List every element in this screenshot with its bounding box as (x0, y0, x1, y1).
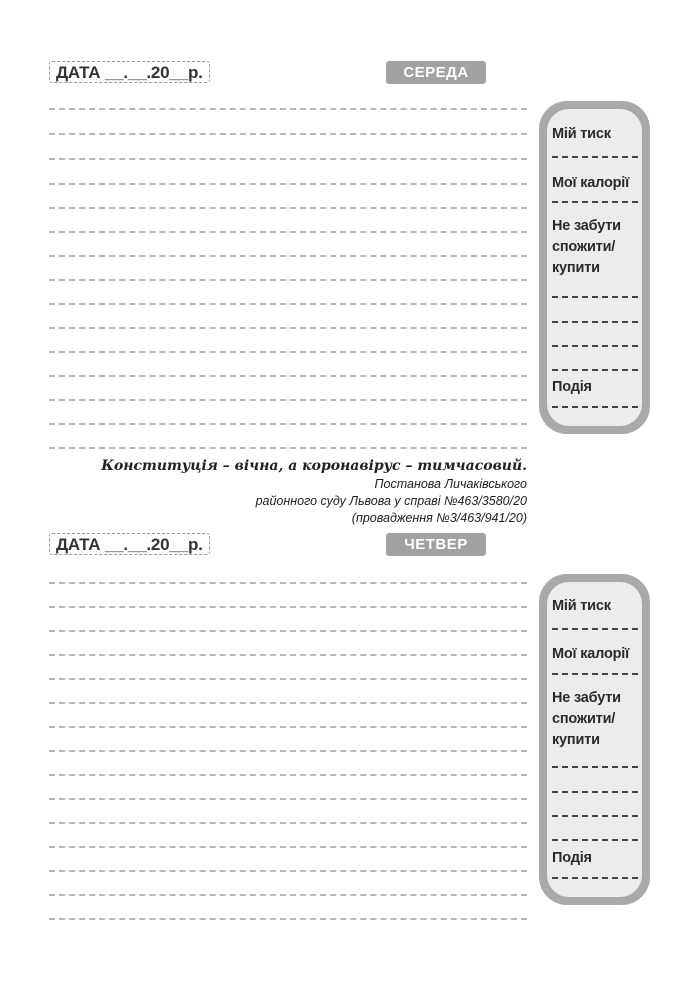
event-label: Подія (552, 379, 592, 395)
note-line[interactable] (49, 447, 527, 449)
quote-source-line: (провадження №3/463/941/20) (351, 511, 527, 525)
note-line[interactable] (49, 894, 527, 896)
note-line[interactable] (49, 726, 527, 728)
note-line[interactable] (49, 255, 527, 257)
note-line[interactable] (49, 702, 527, 704)
remember-label-2: спожити/ (552, 711, 616, 727)
note-line[interactable] (49, 108, 527, 110)
remember-field[interactable] (552, 369, 638, 371)
tracker-panel-day2 (539, 574, 650, 905)
note-line[interactable] (49, 231, 527, 233)
pressure-field[interactable] (552, 156, 638, 158)
day-badge-thursday: ЧЕТВЕР (386, 533, 486, 556)
event-field[interactable] (552, 406, 638, 408)
remember-field[interactable] (552, 321, 638, 323)
note-line[interactable] (49, 158, 527, 160)
tracker-panel-inner (547, 582, 642, 897)
tracker-panel-day1 (539, 101, 650, 434)
note-line[interactable] (49, 303, 527, 305)
note-line[interactable] (49, 774, 527, 776)
calories-field[interactable] (552, 673, 638, 675)
remember-label-1: Не забути (552, 218, 621, 234)
pressure-label: Мій тиск (552, 598, 611, 614)
note-line[interactable] (49, 279, 527, 281)
event-label: Подія (552, 850, 592, 866)
note-line[interactable] (49, 327, 527, 329)
quote-block (101, 456, 527, 527)
note-line[interactable] (49, 822, 527, 824)
quote-text: Конституція – вічна, а коронавірус – тимчасовий. (101, 458, 527, 474)
calories-label: Мої калорії (552, 646, 630, 662)
note-line[interactable] (49, 399, 527, 401)
note-line[interactable] (49, 678, 527, 680)
note-line[interactable] (49, 870, 527, 872)
remember-label-2: спожити/ (552, 239, 616, 255)
pressure-label: Мій тиск (552, 126, 611, 142)
note-line[interactable] (49, 133, 527, 135)
remember-field[interactable] (552, 839, 638, 841)
quote-source-line: районного суду Львова у справі №463/3580/20 (255, 494, 527, 508)
calories-field[interactable] (552, 201, 638, 203)
note-line[interactable] (49, 582, 527, 584)
remember-field[interactable] (552, 815, 638, 817)
remember-field[interactable] (552, 766, 638, 768)
note-line[interactable] (49, 375, 527, 377)
note-line[interactable] (49, 654, 527, 656)
note-line[interactable] (49, 183, 527, 185)
note-line[interactable] (49, 798, 527, 800)
tracker-panel-inner (547, 109, 642, 426)
note-line[interactable] (49, 846, 527, 848)
calories-label: Мої калорії (552, 175, 630, 191)
date-field-day1[interactable]: ДАТА __.__.20__р. (49, 61, 210, 83)
remember-field[interactable] (552, 791, 638, 793)
event-field[interactable] (552, 877, 638, 879)
date-field-day2[interactable]: ДАТА __.__.20__р. (49, 533, 210, 555)
remember-field[interactable] (552, 296, 638, 298)
day-badge-wednesday: СЕРЕДА (386, 61, 486, 84)
pressure-field[interactable] (552, 628, 638, 630)
remember-label-3: купити (552, 260, 600, 276)
note-line[interactable] (49, 630, 527, 632)
note-line[interactable] (49, 918, 527, 920)
quote-source-line: Постанова Личаківського (374, 477, 527, 491)
note-line[interactable] (49, 606, 527, 608)
note-line[interactable] (49, 351, 527, 353)
note-line[interactable] (49, 207, 527, 209)
note-line[interactable] (49, 750, 527, 752)
remember-label-1: Не забути (552, 690, 621, 706)
note-line[interactable] (49, 423, 527, 425)
remember-field[interactable] (552, 345, 638, 347)
remember-label-3: купити (552, 732, 600, 748)
